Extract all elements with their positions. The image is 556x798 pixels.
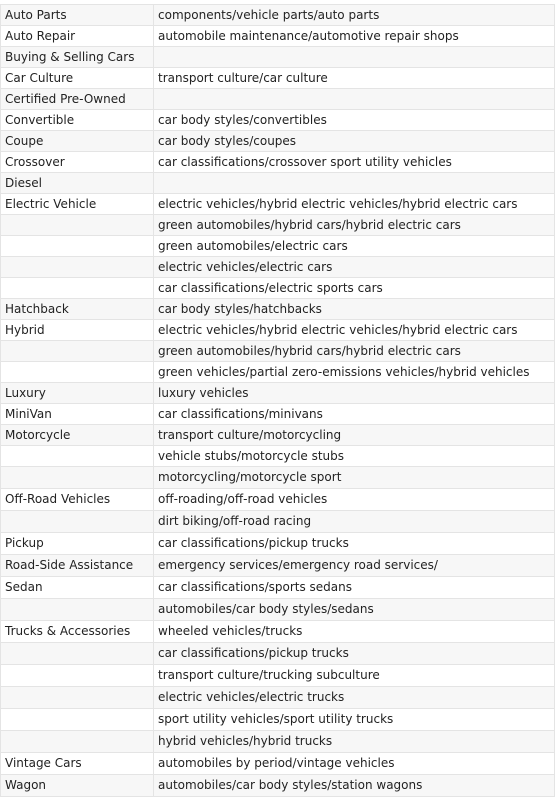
path-cell: car body styles/convertibles (154, 110, 555, 131)
category-cell: Auto Parts (1, 5, 154, 26)
table-row (1, 665, 555, 687)
path-cell: automobiles by period/vintage vehicles (154, 753, 555, 775)
table-row (1, 731, 555, 753)
path-cell: dirt biking/off-road racing (154, 511, 555, 533)
category-cell (1, 215, 154, 236)
path-cell: hybrid vehicles/hybrid trucks (154, 731, 555, 753)
path-cell: electric vehicles/hybrid electric vehicles/hybrid electric cars (154, 320, 555, 341)
table-row (1, 599, 555, 621)
category-cell: Luxury (1, 383, 154, 404)
table-row (1, 446, 555, 467)
category-cell: Hybrid (1, 320, 154, 341)
table-row (1, 257, 555, 278)
path-cell (154, 89, 555, 110)
table-row (1, 68, 555, 89)
table-row (1, 362, 555, 383)
path-cell: car classifications/pickup trucks (154, 533, 555, 555)
path-cell: automobile maintenance/automotive repair shops (154, 26, 555, 47)
table-row (1, 577, 555, 599)
table-row (1, 621, 555, 643)
category-cell: Pickup (1, 533, 154, 555)
category-cell: Car Culture (1, 68, 154, 89)
path-cell: vehicle stubs/motorcycle stubs (154, 446, 555, 467)
table-row (1, 194, 555, 215)
category-cell (1, 236, 154, 257)
category-cell (1, 731, 154, 753)
table-row (1, 236, 555, 257)
category-cell: Wagon (1, 775, 154, 797)
category-cell: Electric Vehicle (1, 194, 154, 215)
table-row (1, 489, 555, 511)
table-row (1, 533, 555, 555)
table-row (1, 643, 555, 665)
path-cell: emergency services/emergency road services/ (154, 555, 555, 577)
path-cell: transport culture/motorcycling (154, 425, 555, 446)
path-cell: car classifications/sports sedans (154, 577, 555, 599)
category-cell: Trucks & Accessories (1, 621, 154, 643)
category-cell (1, 362, 154, 383)
path-cell: electric vehicles/electric cars (154, 257, 555, 278)
table-row (1, 687, 555, 709)
table-row (1, 278, 555, 299)
table-row (1, 47, 555, 68)
category-cell (1, 599, 154, 621)
table-row (1, 89, 555, 110)
path-cell: car classifications/electric sports cars (154, 278, 555, 299)
category-cell: Crossover (1, 152, 154, 173)
path-cell: off-roading/off-road vehicles (154, 489, 555, 511)
table-row (1, 5, 555, 26)
path-cell: electric vehicles/hybrid electric vehicles/hybrid electric cars (154, 194, 555, 215)
table-row (1, 110, 555, 131)
table-row (1, 709, 555, 731)
table-row (1, 775, 555, 797)
category-cell: Diesel (1, 173, 154, 194)
path-cell: wheeled vehicles/trucks (154, 621, 555, 643)
path-cell: components/vehicle parts/auto parts (154, 5, 555, 26)
path-cell: automobiles/car body styles/sedans (154, 599, 555, 621)
category-cell: MiniVan (1, 404, 154, 425)
category-cell (1, 709, 154, 731)
path-cell: car classifications/minivans (154, 404, 555, 425)
table-row (1, 383, 555, 404)
path-cell: luxury vehicles (154, 383, 555, 404)
path-cell: car classifications/pickup trucks (154, 643, 555, 665)
category-cell: Sedan (1, 577, 154, 599)
table-row (1, 173, 555, 194)
path-cell: car classifications/crossover sport utility vehicles (154, 152, 555, 173)
category-cell (1, 687, 154, 709)
path-cell: green automobiles/hybrid cars/hybrid electric cars (154, 341, 555, 362)
path-cell: green automobiles/hybrid cars/hybrid electric cars (154, 215, 555, 236)
path-cell: green automobiles/electric cars (154, 236, 555, 257)
category-cell (1, 467, 154, 489)
path-cell: car body styles/coupes (154, 131, 555, 152)
table-row (1, 555, 555, 577)
path-cell (154, 47, 555, 68)
category-cell: Buying & Selling Cars (1, 47, 154, 68)
table-row (1, 404, 555, 425)
path-cell: car body styles/hatchbacks (154, 299, 555, 320)
path-cell: automobiles/car body styles/station wagons (154, 775, 555, 797)
category-cell: Motorcycle (1, 425, 154, 446)
path-cell: motorcycling/motorcycle sport (154, 467, 555, 489)
category-cell: Coupe (1, 131, 154, 152)
path-cell: electric vehicles/electric trucks (154, 687, 555, 709)
table-row (1, 341, 555, 362)
category-cell (1, 446, 154, 467)
path-cell (154, 173, 555, 194)
table-row (1, 320, 555, 341)
category-cell: Road-Side Assistance (1, 555, 154, 577)
table-row (1, 152, 555, 173)
category-cell: Hatchback (1, 299, 154, 320)
table-row (1, 299, 555, 320)
table-row (1, 131, 555, 152)
category-cell (1, 341, 154, 362)
category-cell: Auto Repair (1, 26, 154, 47)
table-row (1, 753, 555, 775)
category-cell: Certified Pre-Owned (1, 89, 154, 110)
category-cell: Off-Road Vehicles (1, 489, 154, 511)
category-cell (1, 257, 154, 278)
category-cell: Vintage Cars (1, 753, 154, 775)
table-body (1, 5, 555, 797)
category-cell (1, 278, 154, 299)
table-row (1, 215, 555, 236)
category-cell (1, 511, 154, 533)
path-cell: transport culture/car culture (154, 68, 555, 89)
category-cell (1, 665, 154, 687)
path-cell: sport utility vehicles/sport utility trucks (154, 709, 555, 731)
table-row (1, 467, 555, 489)
category-mapping-table (0, 4, 555, 797)
path-cell: transport culture/trucking subculture (154, 665, 555, 687)
table-row (1, 26, 555, 47)
table-row (1, 425, 555, 446)
table-row (1, 511, 555, 533)
path-cell: green vehicles/partial zero-emissions vehicles/hybrid vehicles (154, 362, 555, 383)
category-cell (1, 643, 154, 665)
category-cell: Convertible (1, 110, 154, 131)
